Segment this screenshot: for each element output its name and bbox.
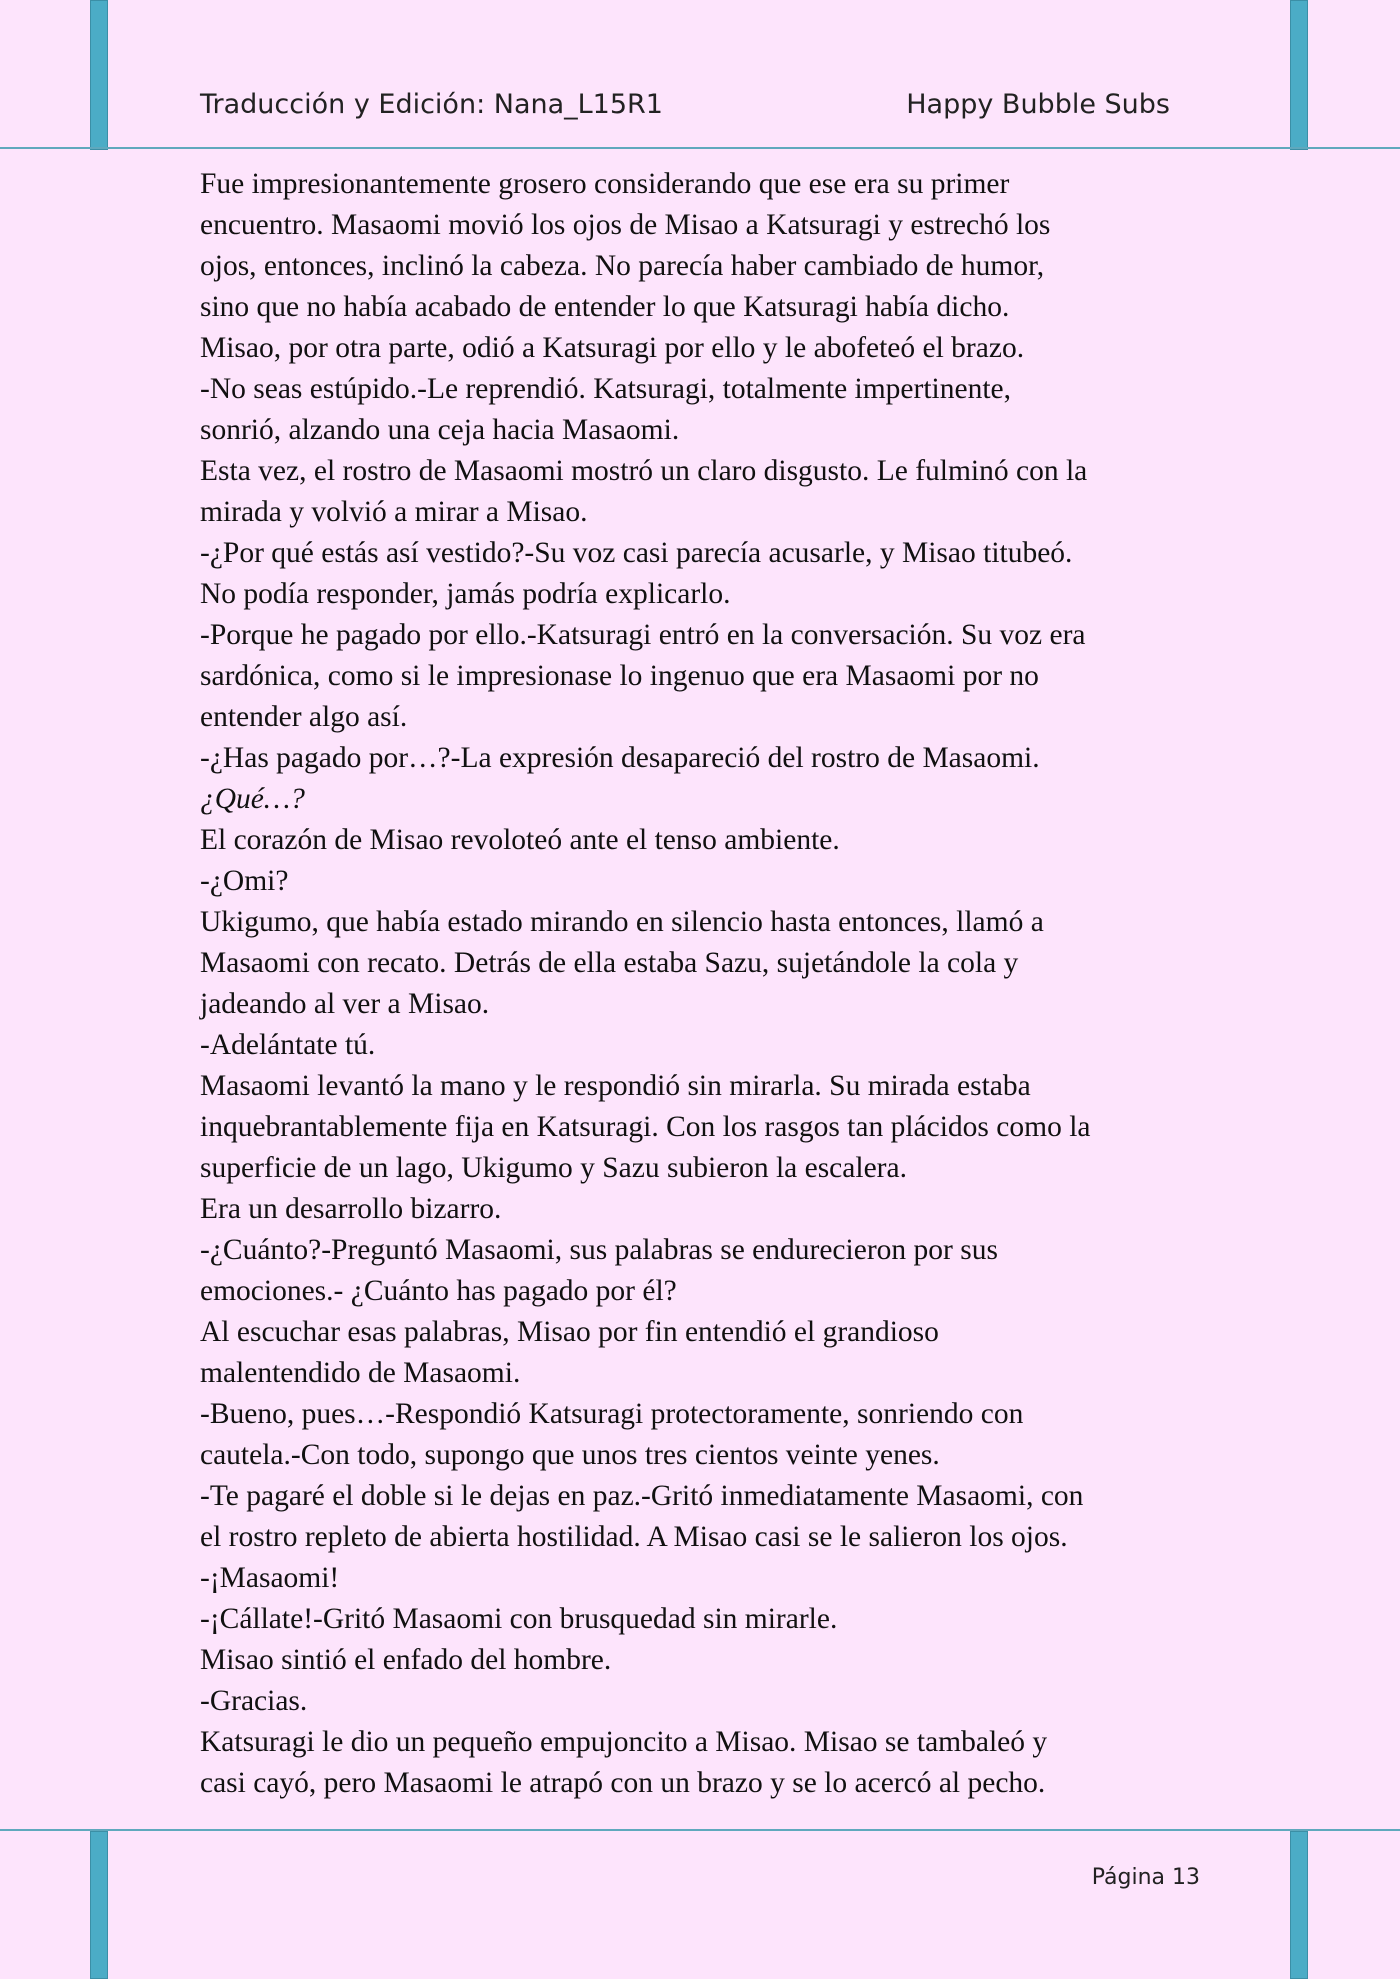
text-line: Era un desarrollo bizarro.: [200, 1193, 502, 1225]
text-line-thought: ¿Qué…?: [200, 783, 305, 815]
text-line: casi cayó, pero Masaomi le atrapó con un brazo y se lo acercó al pecho.: [200, 1767, 1046, 1799]
body-text: [200, 164, 1200, 1804]
text-line: Al escuchar esas palabras, Misao por fin entendió el grandioso: [200, 1316, 939, 1348]
text-line: Ukigumo, que había estado mirando en silencio hasta entonces, llamó a: [200, 906, 1044, 938]
text-line: -Gracias.: [200, 1685, 308, 1717]
text-line: Fue impresionantemente grosero considerando que ese era su primer: [200, 168, 1010, 200]
header-credit: Traducción y Edición: Nana_L15R1: [200, 88, 663, 120]
text-line: Masaomi con recato. Detrás de ella estaba Sazu, sujetándole la cola y: [200, 947, 1019, 979]
text-line: jadeando al ver a Misao.: [200, 988, 490, 1020]
text-line: Katsuragi le dio un pequeño empujoncito a Misao. Misao se tambaleó y: [200, 1726, 1048, 1758]
text-line: cautela.-Con todo, supongo que unos tres cientos veinte yenes.: [200, 1439, 940, 1471]
decorative-bar-bottom-left: [90, 1831, 108, 1979]
text-line: sardónica, como si le impresionase lo ingenuo que era Masaomi por no: [200, 660, 1039, 692]
header-group: Happy Bubble Subs: [906, 88, 1170, 120]
text-line: sino que no había acabado de entender lo que Katsuragi había dicho.: [200, 291, 1010, 323]
text-line: emociones.- ¿Cuánto has pagado por él?: [200, 1275, 677, 1307]
text-line: No podía responder, jamás podría explicarlo.: [200, 578, 731, 610]
text-line: encuentro. Masaomi movió los ojos de Misao a Katsuragi y estrechó los: [200, 209, 1051, 241]
text-line: Masaomi levantó la mano y le respondió sin mirarla. Su mirada estaba: [200, 1070, 1031, 1102]
text-line: entender algo así.: [200, 701, 408, 733]
text-line: mirada y volvió a mirar a Misao.: [200, 496, 588, 528]
text-line: ojos, entonces, inclinó la cabeza. No parecía haber cambiado de humor,: [200, 250, 1045, 282]
text-line: -¿Omi?: [200, 865, 289, 897]
text-line: -Te pagaré el doble si le dejas en paz.-Gritó inmediatamente Masaomi, con: [200, 1480, 1084, 1512]
text-line: -¡Cállate!-Gritó Masaomi con brusquedad sin mirarle.: [200, 1603, 838, 1635]
text-line: -¿Cuánto?-Preguntó Masaomi, sus palabras se endurecieron por sus: [200, 1234, 998, 1266]
text-line: -Adelántate tú.: [200, 1029, 376, 1061]
text-line: -Bueno, pues…-Respondió Katsuragi protectoramente, sonriendo con: [200, 1398, 1024, 1430]
decorative-bar-top-left: [90, 0, 108, 150]
page-number: Página 13: [1091, 1865, 1200, 1890]
text-line: -¿Has pagado por…?-La expresión desapareció del rostro de Masaomi.: [200, 742, 1040, 774]
text-line: malentendido de Masaomi.: [200, 1357, 521, 1389]
text-line: El corazón de Misao revoloteó ante el tenso ambiente.: [200, 824, 840, 856]
page-header: [200, 84, 1170, 124]
text-line: -No seas estúpido.-Le reprendió. Katsuragi, totalmente impertinente,: [200, 373, 1011, 405]
text-line: el rostro repleto de abierta hostilidad. A Misao casi se le salieron los ojos.: [200, 1521, 1068, 1553]
header-rule: [0, 147, 1400, 149]
decorative-bar-bottom-right: [1290, 1831, 1308, 1979]
text-line: -Porque he pagado por ello.-Katsuragi entró en la conversación. Su voz era: [200, 619, 1086, 651]
text-line: Misao sintió el enfado del hombre.: [200, 1644, 612, 1676]
footer-rule: [0, 1829, 1400, 1831]
text-line: -¿Por qué estás así vestido?-Su voz casi parecía acusarle, y Misao titubeó.: [200, 537, 1073, 569]
text-line: superficie de un lago, Ukigumo y Sazu subieron la escalera.: [200, 1152, 907, 1184]
text-line: inquebrantablemente fija en Katsuragi. Con los rasgos tan plácidos como la: [200, 1111, 1091, 1143]
text-line: -¡Masaomi!: [200, 1562, 340, 1594]
text-line: Misao, por otra parte, odió a Katsuragi por ello y le abofeteó el brazo.: [200, 332, 1025, 364]
text-line: Esta vez, el rostro de Masaomi mostró un claro disgusto. Le fulminó con la: [200, 455, 1088, 487]
decorative-bar-top-right: [1290, 0, 1308, 150]
text-line: sonrió, alzando una ceja hacia Masaomi.: [200, 414, 680, 446]
